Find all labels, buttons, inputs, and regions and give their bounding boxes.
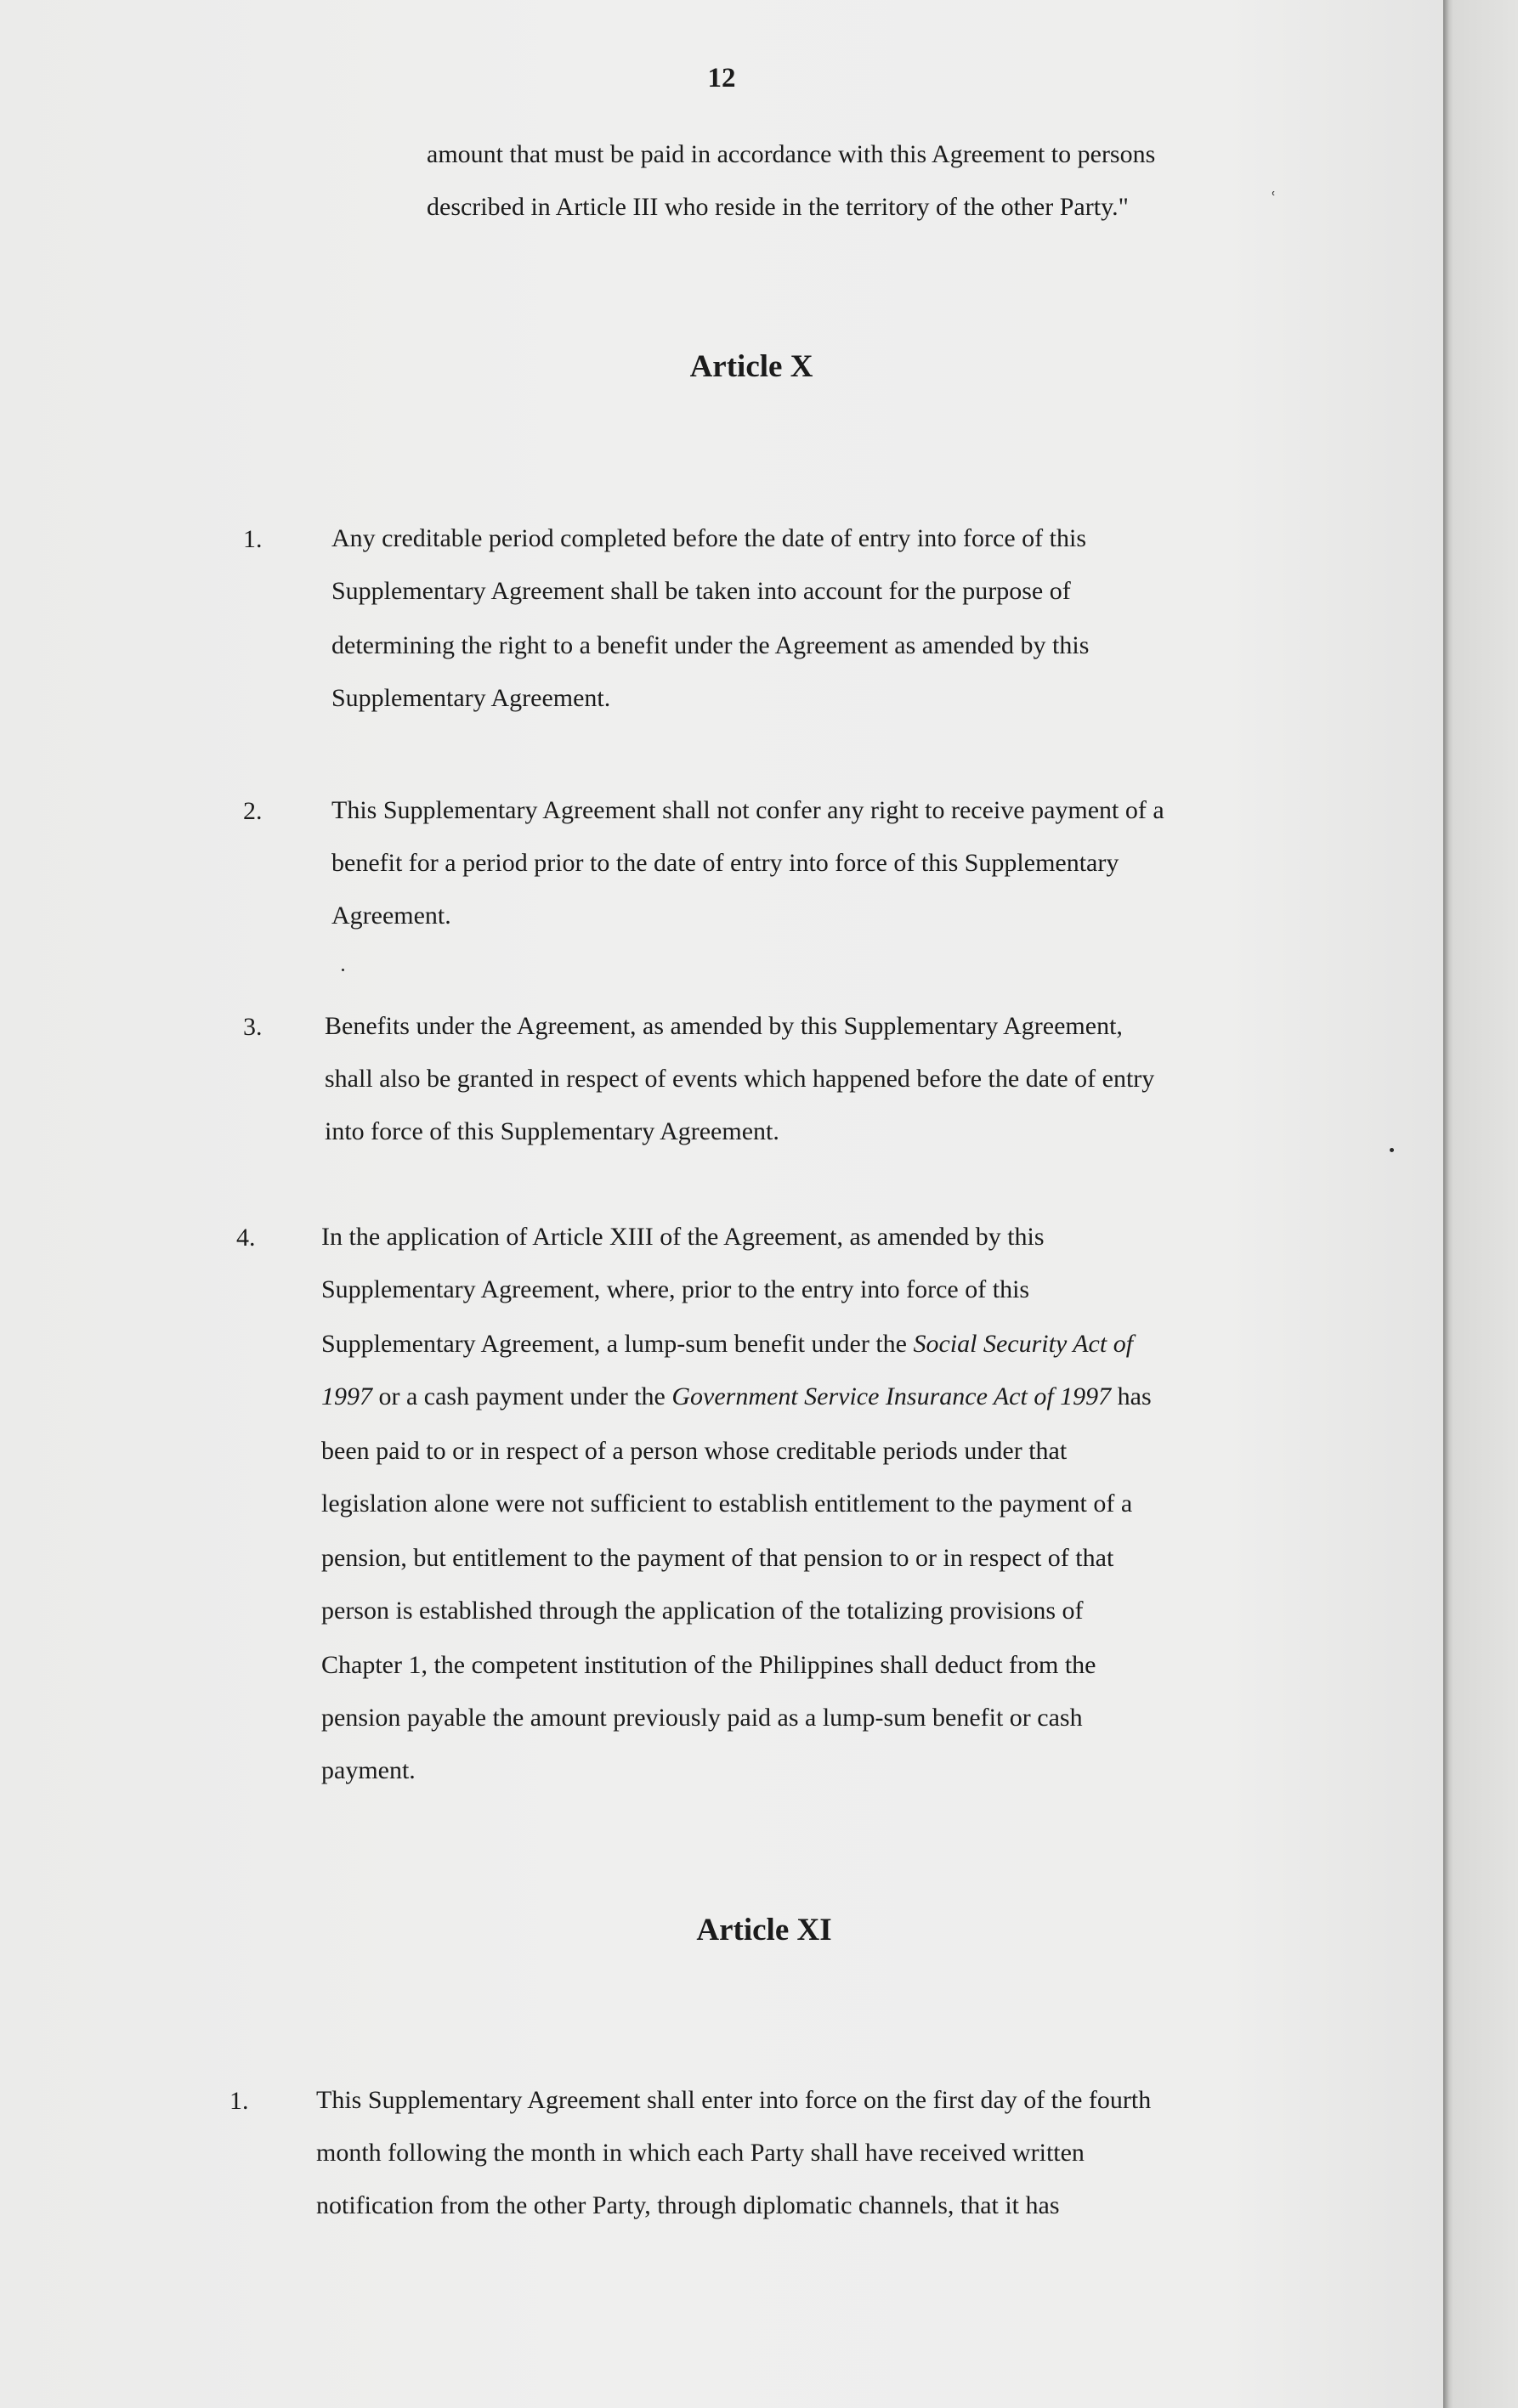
- article-x-para-3-line-1: Benefits under the Agreement, as amended by this Supplementary Agreement,: [325, 1012, 1123, 1040]
- article-x-para-4-line-5: been paid to or in respect of a person whose creditable periods under that: [321, 1437, 1068, 1465]
- article-x-para-1-line-2: Supplementary Agreement shall be taken into account for the purpose of: [331, 577, 1071, 605]
- intro-line-1: amount that must be paid in accordance with this Agreement to persons: [427, 140, 1156, 168]
- cash-payment-text: or a cash payment under the: [378, 1382, 666, 1410]
- social-security-act-year: 1997: [321, 1382, 372, 1410]
- scan-speck: [342, 969, 344, 971]
- article-x-para-4-line-7: pension, but entitlement to the payment of that pension to or in respect of that: [321, 1544, 1114, 1572]
- adjacent-page-edge: [1453, 0, 1518, 2408]
- article-x-para-3-line-3: into force of this Supplementary Agreement.: [325, 1117, 779, 1145]
- article-x-para-4-line-11: payment.: [321, 1756, 416, 1784]
- article-x-para-2-line-2: benefit for a period prior to the date of entry into force of this Supplementary: [331, 849, 1119, 877]
- social-security-act-title: Social Security Act of: [913, 1330, 1134, 1358]
- article-x-para-1-number: 1.: [243, 525, 263, 553]
- gsis-act-title: Government Service Insurance Act of 1997: [671, 1382, 1112, 1410]
- article-x-para-4-number: 4.: [236, 1224, 256, 1252]
- scan-speck: [1390, 1148, 1394, 1152]
- page-edge-shadow: [1443, 0, 1453, 2408]
- article-x-para-3-number: 3.: [243, 1013, 263, 1041]
- intro-line-2: described in Article III who reside in the territory of the other Party.": [427, 193, 1129, 221]
- article-xi-para-1-line-1: This Supplementary Agreement shall enter into force on the first day of the fourth: [316, 2086, 1152, 2114]
- page-number: 12: [707, 63, 736, 93]
- has-text: has: [1117, 1382, 1152, 1410]
- article-x-para-2-line-3: Agreement.: [331, 902, 451, 930]
- article-x-para-4-line-3: [321, 1329, 1133, 1359]
- article-x-para-1-line-1: Any creditable period completed before the date of entry into force of this: [331, 524, 1086, 552]
- article-x-heading: Article X: [689, 349, 813, 384]
- article-x-para-2-line-1: This Supplementary Agreement shall not confer any right to receive payment of a: [331, 796, 1164, 824]
- article-x-para-4-line-4: [321, 1382, 1152, 1412]
- stray-mark: ʿ: [1270, 189, 1277, 212]
- article-xi-para-1-line-2: month following the month in which each Party shall have received written: [316, 2139, 1085, 2167]
- article-x-para-2-number: 2.: [243, 797, 263, 825]
- article-x-para-4-line-3-text: Supplementary Agreement, a lump-sum benefit under the: [321, 1330, 907, 1358]
- article-x-para-4-line-9: Chapter 1, the competent institution of the Philippines shall deduct from the: [321, 1651, 1096, 1679]
- article-x-para-4-line-1: In the application of Article XIII of the Agreement, as amended by this: [321, 1223, 1045, 1251]
- article-x-para-3-line-2: shall also be granted in respect of events which happened before the date of entry: [325, 1065, 1155, 1093]
- article-xi-heading: Article XI: [696, 1913, 832, 1947]
- article-x-para-4-line-2: Supplementary Agreement, where, prior to the entry into force of this: [321, 1275, 1030, 1303]
- article-x-para-4-line-8: person is established through the application of the totalizing provisions of: [321, 1597, 1084, 1625]
- article-xi-para-1-number: 1.: [229, 2087, 249, 2115]
- article-x-para-1-line-3: determining the right to a benefit under the Agreement as amended by this: [331, 631, 1090, 659]
- article-x-para-4-line-10: pension payable the amount previously paid as a lump-sum benefit or cash: [321, 1704, 1083, 1732]
- article-x-para-1-line-4: Supplementary Agreement.: [331, 684, 611, 712]
- article-x-para-4-line-6: legislation alone were not sufficient to establish entitlement to the payment of a: [321, 1489, 1133, 1518]
- article-xi-para-1-line-3: notification from the other Party, through diplomatic channels, that it has: [316, 2191, 1060, 2219]
